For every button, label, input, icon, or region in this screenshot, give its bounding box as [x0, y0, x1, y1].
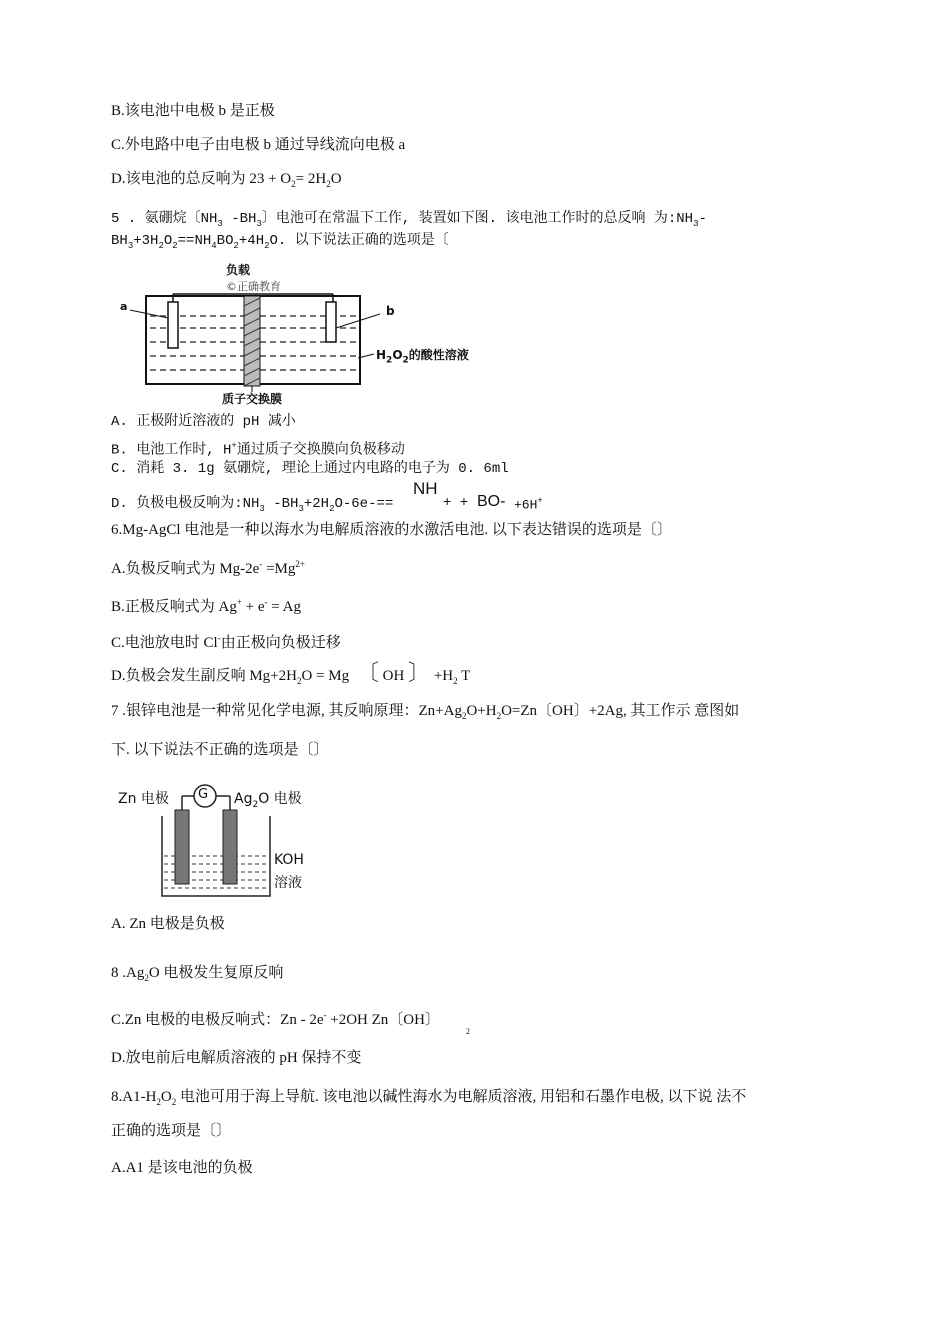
electrode-a: [168, 302, 178, 348]
electrode-b: [326, 302, 336, 342]
option-7a: A. Zn 电极是负极: [111, 916, 225, 932]
ag2o-electrode: [223, 810, 237, 884]
ag2o-electrode-label: $Ag_2O$ 电极: [234, 791, 302, 810]
option-5d-plus: + +: [443, 495, 469, 511]
option-4b: B.该电池中电极 b 是正极: [111, 103, 275, 119]
option-7c-subscript: 2: [466, 1027, 470, 1036]
watermark: ©正确教育: [226, 280, 281, 293]
question-7-line2: 下. 以下说法不正确的选项是〔〕: [111, 742, 329, 758]
solution-label-2: 溶液: [274, 875, 302, 891]
option-5d-tail: +6H+: [514, 496, 543, 513]
bracket-right: 〕: [408, 660, 431, 685]
cell-diagram-2: [116, 776, 326, 900]
option-6c: C.电池放电时 Cl-由正极向负极迁移: [111, 633, 341, 651]
question-8-line1: $8.A1-H_2O_2$ 电池可用于海上导航. 该电池以碱性海水为电解质溶液, 用铝和石墨作电极, 以下说 法不: [111, 1089, 747, 1107]
membrane-label: 质子交换膜: [222, 392, 283, 406]
option-5c: C. 消耗 3. 1g 氨硼烷, 理论上通过内电路的电子为 0. 6ml: [111, 461, 509, 477]
galvanometer-label: G: [198, 787, 209, 802]
option-5d: D. 负极电极反响为$:NH_3$ $-BH_3+2H_2O-6e-==$: [111, 496, 394, 514]
cell-diagram-1: [118, 258, 498, 408]
koh-label: KOH: [274, 852, 304, 868]
question-7-line1: 7 .银锌电池是一种常见化学电源, 其反响原理：$Zn+Ag_2O+H_2O=Zn$〔OH〕+2Ag, 其工作示 意图如: [111, 703, 740, 721]
option-7b: 8 $.Ag_2O$ 电极发生复原反响: [111, 965, 284, 983]
option-8a: A.A1 是该电池的负极: [111, 1160, 253, 1176]
cell-diagram-1-svg: [118, 258, 498, 408]
question-8-line2: 正确的选项是〔〕: [111, 1123, 232, 1139]
question-5-line2: $BH_3+3H_2O_2==NH_4BO_2+4H_2O$. 以下说法正确的选项是〔: [111, 233, 449, 251]
option-5b: B. 电池工作时, H+通过质子交换膜向负极移动: [111, 441, 405, 459]
option-7d: D.放电前后电解质溶液的 pH 保持不变: [111, 1050, 362, 1066]
zn-electrode-label: Zn 电极: [118, 791, 169, 807]
zn-electrode: [175, 810, 189, 884]
electrode-b-label: b: [386, 304, 395, 318]
option-6a: A.负极反响式为 $Mg-2e^- =Mg^{2+}$: [111, 559, 305, 577]
question-5-line1: 5 . 氨硼烷〔$NH_3$ $-BH_3$〕电池可在常温下工作, 装置如下图. 该电池工作时的总反响 为$:NH_3-$: [111, 211, 707, 229]
bracket-left: 〔: [356, 660, 379, 685]
option-5d-bo: BO-: [477, 493, 506, 510]
option-5a: A. 正极附近溶液的 pH 减小: [111, 414, 296, 430]
electrode-a-label: a: [120, 300, 128, 313]
option-6d: D.负极会发生副反响 $Mg+2H_2O = Mg$ 〔 OH 〕 $+H_2$ T: [111, 660, 471, 686]
load-label: 负载: [226, 263, 251, 277]
question-6: 6.Mg-AgCl 电池是一种以海水为电解质溶液的水激活电池. 以下表达错误的选项是〔〕: [111, 522, 672, 538]
option-4d: D.该电池的总反响为 $23 + O_2= 2H_2O$: [111, 171, 342, 189]
option-7c: C.Zn 电极的电极反响式：Zn - 2e- +2OH Zn〔OH〕: [111, 1010, 440, 1028]
option-6b: B.正极反响式为 Ag+ + e- = Ag: [111, 597, 302, 615]
solution-label: $H_2O_2$的酸性溶液: [376, 348, 469, 366]
option-5d-nh: NH: [413, 479, 438, 498]
option-4c: C.外电路中电子由电极 b 通过导线流向电极 a: [111, 137, 406, 153]
